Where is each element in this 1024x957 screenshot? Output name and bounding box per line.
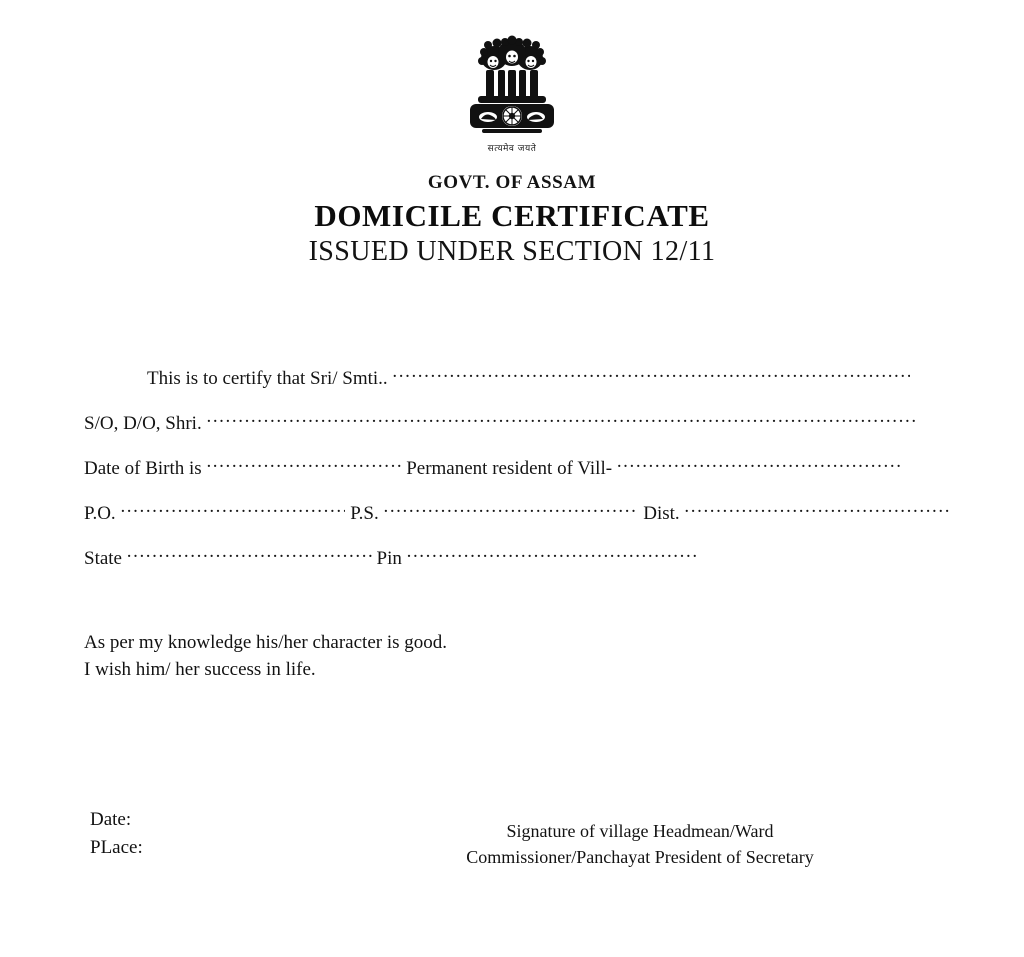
state-label: State — [84, 548, 122, 569]
district-input-line[interactable] — [684, 496, 952, 518]
post-office-input-line[interactable] — [120, 496, 345, 518]
certificate-form-body — [84, 362, 940, 587]
statement-line-1: As per my knowledge his/her character is good. — [84, 632, 448, 653]
village-label: Permanent resident of Vill- — [406, 458, 613, 479]
emblem-block — [0, 34, 1024, 154]
place-label[interactable]: PLace: — [90, 837, 143, 858]
pin-label: Pin — [376, 548, 402, 569]
date-label[interactable]: Date: — [90, 809, 132, 830]
signature-line-1: Signature of village Headmean/Ward — [506, 821, 774, 841]
signature-block — [440, 818, 840, 870]
name-label: This is to certify that Sri/ Smti.. — [147, 368, 388, 389]
signature-line-2: Commissioner/Panchayat President of Secretary — [466, 847, 814, 867]
state-input-line[interactable] — [127, 541, 372, 563]
form-line-parent — [84, 407, 940, 452]
post-office-label: P.O. — [84, 503, 116, 524]
village-input-line[interactable] — [617, 451, 900, 473]
police-station-label: P.S. — [350, 503, 379, 524]
police-station-input-line[interactable] — [383, 496, 638, 518]
page-subtitle: ISSUED UNDER SECTION 12/11 — [308, 236, 716, 267]
form-line-name — [84, 362, 940, 407]
district-label: Dist. — [643, 503, 680, 524]
ashoka-lion-capital-emblem — [464, 34, 560, 142]
form-line-state-pin — [84, 542, 940, 587]
page-title: DOMICILE CERTIFICATE — [314, 198, 710, 233]
statement-line-2: I wish him/ her success in life. — [84, 659, 316, 680]
parent-label: S/O, D/O, Shri. — [84, 413, 202, 434]
footer-date-place — [90, 806, 143, 862]
form-line-po-ps-dist — [84, 497, 940, 542]
govt-of-assam-heading: GOVT. OF ASSAM — [427, 172, 597, 193]
parent-input-line[interactable] — [206, 406, 916, 428]
pin-input-line[interactable] — [407, 541, 697, 563]
dob-label: Date of Birth is — [84, 458, 202, 479]
dob-input-line[interactable] — [206, 451, 401, 473]
emblem-motto: सत्यमेव जयते — [487, 144, 537, 154]
character-statement — [84, 629, 447, 683]
form-line-dob-village — [84, 452, 940, 497]
name-input-line[interactable] — [392, 361, 910, 383]
